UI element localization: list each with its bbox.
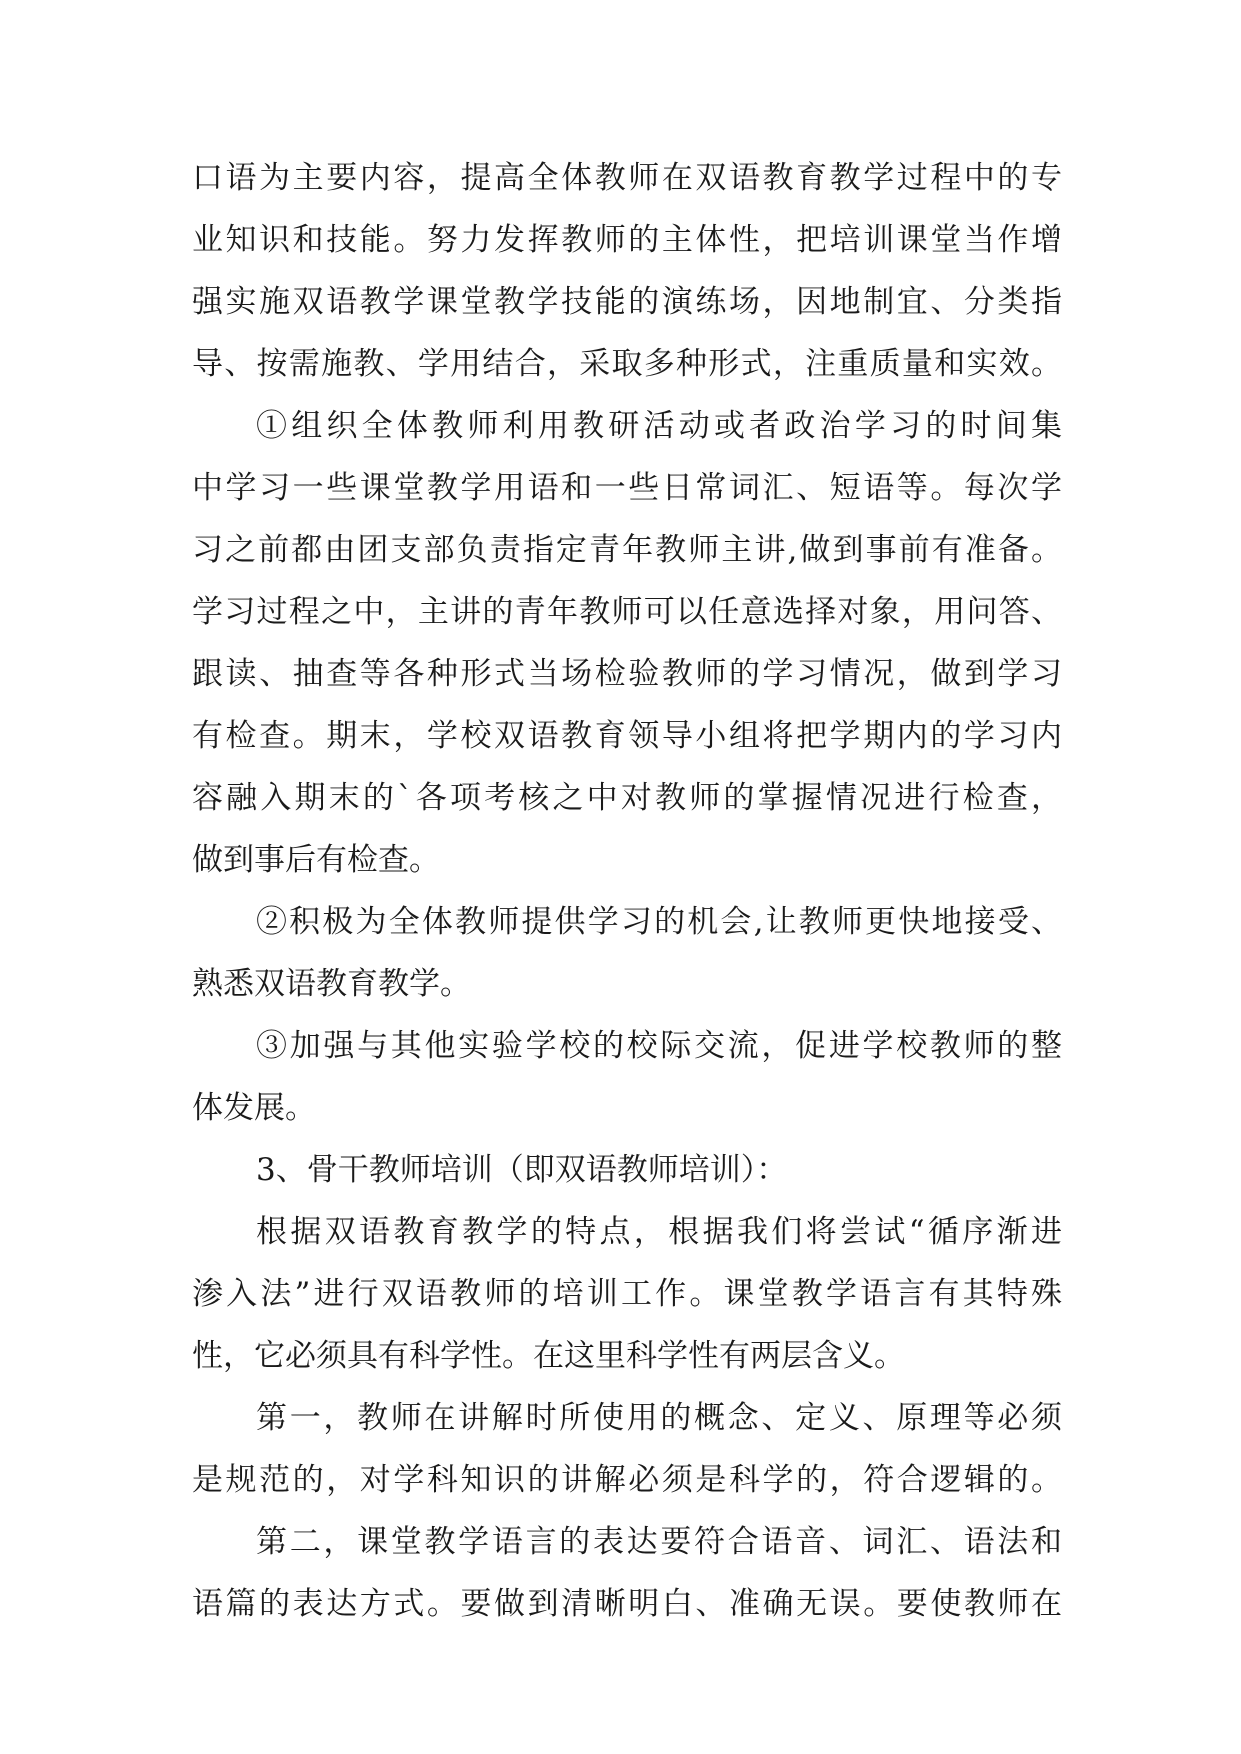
section-heading: 3、骨干教师培训（即双语教师培训）： — [256, 1152, 788, 1188]
text-line: 口语为主要内容，提高全体教师在双语教育教学过程中的专 — [192, 160, 1062, 196]
text-line: 语篇的表达方式。要做到清晰明白、准确无误。要使教师在 — [192, 1586, 1062, 1622]
text-line: 第一，教师在讲解时所使用的概念、定义、原理等必须 — [256, 1400, 1062, 1436]
text-line: 中学习一些课堂教学用语和一些日常词汇、短语等。每次学 — [192, 470, 1062, 506]
text-line: 业知识和技能。努力发挥教师的主体性，把培训课堂当作增 — [192, 222, 1062, 258]
text-line: 是规范的，对学科知识的讲解必须是科学的，符合逻辑的。 — [192, 1462, 1062, 1498]
text-line: 容融入期末的`各项考核之中对教师的掌握情况进行检查， — [192, 780, 1062, 816]
text-line: 渗入法”进行双语教师的培训工作。课堂教学语言有其特殊 — [192, 1276, 1062, 1312]
text-line: 学习过程之中，主讲的青年教师可以任意选择对象，用问答、 — [192, 594, 1062, 630]
text-line: 体发展。 — [192, 1090, 316, 1126]
text-line: 跟读、抽查等各种形式当场检验教师的学习情况，做到学习 — [192, 656, 1062, 692]
text-line: 强实施双语教学课堂教学技能的演练场，因地制宜、分类指 — [192, 284, 1062, 320]
text-line: 有检查。期末，学校双语教育领导小组将把学期内的学习内 — [192, 718, 1062, 754]
text-line: 性，它必须具有科学性。在这里科学性有两层含义。 — [192, 1338, 905, 1374]
text-line: ③加强与其他实验学校的校际交流，促进学校教师的整 — [256, 1028, 1062, 1064]
text-line: 第二，课堂教学语言的表达要符合语音、词汇、语法和 — [256, 1524, 1062, 1560]
text-line: ①组织全体教师利用教研活动或者政治学习的时间集 — [256, 408, 1062, 444]
text-line: ②积极为全体教师提供学习的机会,让教师更快地接受、 — [256, 904, 1062, 940]
text-line: 做到事后有检查。 — [192, 842, 440, 878]
text-line: 熟悉双语教育教学。 — [192, 966, 471, 1002]
text-line: 根据双语教育教学的特点，根据我们将尝试“循序渐进 — [256, 1214, 1062, 1250]
text-line: 习之前都由团支部负责指定青年教师主讲,做到事前有准备。 — [192, 532, 1062, 568]
text-line: 导、按需施教、学用结合，采取多种形式，注重质量和实效。 — [192, 346, 1062, 382]
